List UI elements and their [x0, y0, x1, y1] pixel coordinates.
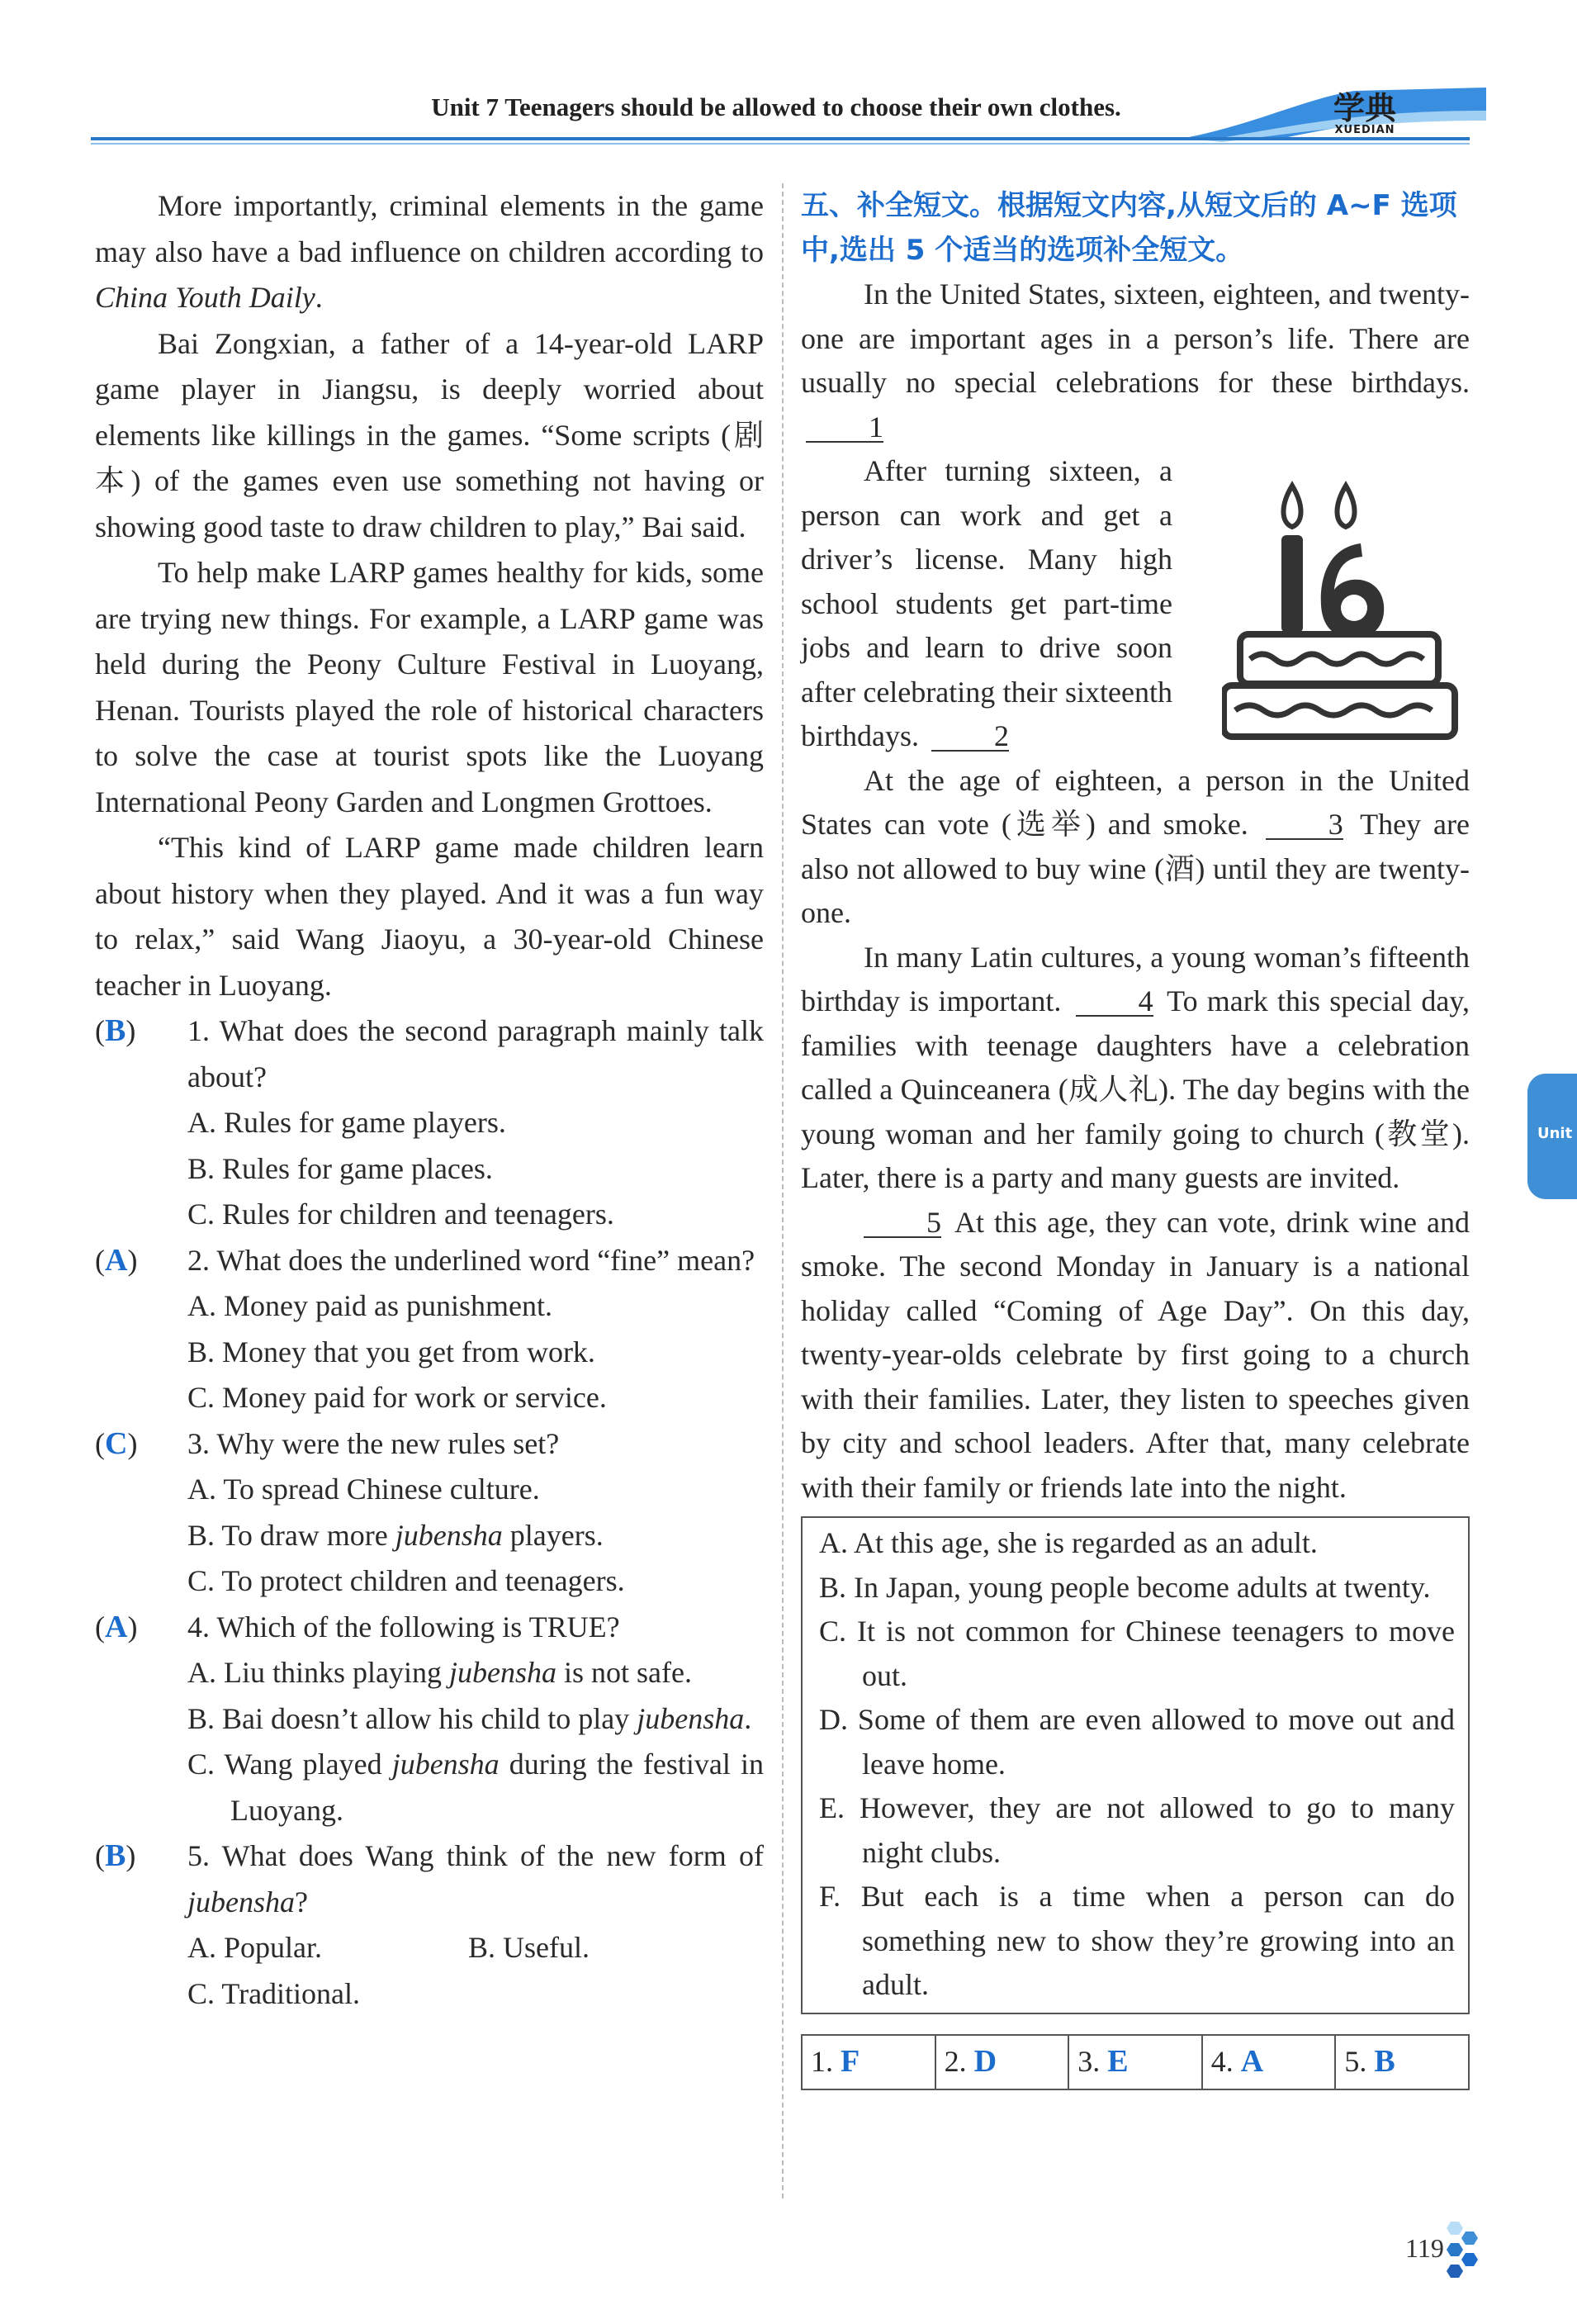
- decorative-hexagons-icon: [1433, 2220, 1482, 2286]
- answer-letter: A: [105, 1242, 128, 1278]
- paragraph: [801, 449, 1172, 759]
- paragraph-text: In many Latin cultures, a young woman’s fifteenth birthday is important.: [801, 940, 1470, 1017]
- page-number: 119: [1405, 2233, 1444, 2263]
- paragraph-text: .: [315, 281, 323, 314]
- option-b: B. In Japan, young people become adults at twenty.: [819, 1570, 1431, 1604]
- option: C. Rules for children and teenagers.: [187, 1198, 614, 1231]
- option-text: .: [744, 1701, 752, 1735]
- question-5: [95, 1833, 764, 1925]
- question-stem: 1. What does the second paragraph mainly talk about?: [187, 1014, 764, 1093]
- answer-letter: C: [105, 1425, 128, 1461]
- option: B. Money that you get from work.: [187, 1335, 595, 1368]
- answer-bracket: (A): [95, 1242, 138, 1278]
- option: [95, 1513, 764, 1559]
- option-text: B. Bai doesn’t allow his child to play: [187, 1701, 637, 1735]
- paragraph-text: After turning sixteen, a person can work and get a driver’s license. Many high school students get part-time jobs and learn to drive soon after celebrating their sixteenth birthdays.: [801, 454, 1172, 752]
- question-stem: 4. Which of the following is TRUE?: [187, 1610, 620, 1643]
- answer-cell: [1068, 2035, 1202, 2089]
- option-text: is not safe.: [556, 1656, 692, 1689]
- question-1: [95, 1008, 764, 1100]
- paragraph: [95, 183, 764, 321]
- option-italic: jubensha: [637, 1701, 745, 1735]
- answer-letter: B: [105, 1838, 126, 1873]
- option-italic: jubensha: [449, 1656, 556, 1689]
- option-text: C. Wang played: [187, 1748, 392, 1781]
- paragraph: [801, 273, 1470, 449]
- answer-bracket: (B): [95, 1013, 136, 1048]
- option: A. Money paid as punishment.: [187, 1289, 552, 1322]
- paragraph-text: To mark this special day, families with teenage daughters have a celebration called a Quinceanera (成人礼). The day begins with the young woman and her family going to church (教堂). Later, there is a party and many guests are invited.: [801, 984, 1470, 1194]
- answer-number: 3.: [1077, 2044, 1101, 2078]
- blank-1: 1: [806, 413, 883, 443]
- option-text: B. To draw more: [187, 1518, 395, 1552]
- answer-bracket: (C): [95, 1425, 138, 1461]
- paragraph-text: More importantly, criminal elements in the game may also have a bad influence on children according to: [95, 189, 764, 268]
- paragraph-text: They are also not allowed to buy wine (酒) until they are twenty-one.: [801, 808, 1470, 929]
- answer-cell: [935, 2035, 1069, 2089]
- question-4: [95, 1605, 764, 1651]
- paragraph: [801, 759, 1470, 936]
- paragraph: To help make LARP games healthy for kids, some are trying new things. For example, a LARP game was held during the Peony Culture Festival in Luoyang, Henan. Tourists played the role of historical characters to solve the case at tourist spots like the Luoyang International Peony Garden and Longmen Grottoes.: [95, 556, 764, 818]
- logo-english: XUEDIAN: [1334, 124, 1395, 136]
- answer-letter: A: [1240, 2043, 1264, 2079]
- question-2: [95, 1238, 764, 1284]
- option-f: F. But each is a time when a person can do something new to show they’re growing into an adult.: [819, 1880, 1455, 2001]
- answer-letter: A: [105, 1609, 128, 1644]
- answer-table: [801, 2034, 1470, 2090]
- option: [95, 1696, 764, 1743]
- answer-number: 5.: [1344, 2044, 1367, 2078]
- option-row: [95, 1925, 764, 1971]
- question-stem: ?: [295, 1885, 308, 1918]
- options-box: [801, 1516, 1470, 2014]
- option-e: E. However, they are not allowed to go to many night clubs.: [819, 1791, 1455, 1869]
- paragraph: Bai Zongxian, a father of a 14-year-old LARP game player in Jiangsu, is deeply worried about elements like killings in the games. “Some scripts (剧本) of the games even use something not having or showing good taste to draw children to play,” Bai said.: [95, 326, 764, 543]
- question-italic: jubensha: [187, 1885, 295, 1918]
- option-italic: jubensha: [391, 1748, 500, 1781]
- option: C. To protect children and teenagers.: [187, 1564, 625, 1597]
- page-header-title: Unit 7 Teenagers should be allowed to choose their own clothes.: [431, 92, 1121, 121]
- paragraph-text: At this age, they can vote, drink wine and smoke. The second Monday in January is a national holiday called “Coming of Age Day”. On this day, twenty-year-olds celebrate by first going to a church with their families. Later, they listen to speeches given by city and school leaders. After that, many celebrate with their family or friends late into the night.: [801, 1205, 1470, 1504]
- header-rule: [91, 137, 1470, 140]
- option-text: A. Liu thinks playing: [187, 1656, 449, 1689]
- blank-2: 2: [931, 722, 1009, 752]
- birthday-cake-icon: [1222, 469, 1461, 742]
- paragraph-text: In the United States, sixteen, eighteen, and twenty-one are important ages in a person’s life. There are usually no special celebrations for these birthdays.: [801, 277, 1470, 399]
- option: B. Useful.: [468, 1931, 590, 1964]
- answer-letter: D: [973, 2043, 997, 2079]
- answer-letter: B: [1374, 2043, 1395, 2079]
- option-italic: jubensha: [395, 1518, 503, 1552]
- option-text: players.: [502, 1518, 604, 1552]
- answer-number: 4.: [1210, 2044, 1234, 2078]
- answer-bracket: (A): [95, 1609, 138, 1644]
- xuedian-logo: [1313, 83, 1417, 142]
- newspaper-name: China Youth Daily: [95, 281, 315, 314]
- logo-chinese: 学典: [1333, 90, 1396, 126]
- option: [95, 1742, 764, 1833]
- question-stem: 2. What does the underlined word “fine” mean?: [187, 1243, 755, 1277]
- option-d: D. Some of them are even allowed to move out and leave home.: [819, 1703, 1455, 1781]
- column-divider: [782, 183, 784, 2198]
- option: B. Rules for game places.: [187, 1151, 493, 1185]
- option: A. Rules for game players.: [187, 1106, 506, 1139]
- answer-number: 1.: [811, 2044, 833, 2078]
- answer-letter: B: [105, 1013, 126, 1048]
- option: C. Traditional.: [187, 1976, 361, 2010]
- header-rule-light: [91, 143, 1470, 145]
- answer-letter: E: [1107, 2043, 1129, 2079]
- option-a: A. At this age, she is regarded as an adult.: [819, 1526, 1318, 1559]
- blank-5: 5: [864, 1208, 941, 1238]
- answer-letter: F: [841, 2043, 860, 2079]
- question-3: [95, 1421, 764, 1468]
- right-column: [801, 183, 1470, 2090]
- answer-cell: [802, 2035, 935, 2089]
- option: [95, 1650, 764, 1696]
- option-c: C. It is not common for Chinese teenagers to move out.: [819, 1615, 1455, 1692]
- answer-cell: [1335, 2035, 1469, 2089]
- answer-cell: [1202, 2035, 1336, 2089]
- paragraph: “This kind of LARP game made children learn about history when they played. And it was a fun way to relax,” said Wang Jiaoyu, a 30-year-old Chinese teacher in Luoyang.: [95, 831, 764, 1002]
- paragraph-text: At the age of eighteen, a person in the United States can vote (选举) and smoke.: [801, 763, 1470, 841]
- section-title: 五、补全短文。根据短文内容,从短文后的 A~F 选项中,选出 5 个适当的选项补全短文。: [801, 189, 1457, 267]
- answer-number: 2.: [944, 2044, 967, 2078]
- blank-4: 4: [1076, 987, 1153, 1017]
- blank-3: 3: [1266, 810, 1343, 840]
- paragraph: [801, 1201, 1470, 1511]
- question-stem: 3. Why were the new rules set?: [187, 1426, 560, 1460]
- answer-bracket: (B): [95, 1838, 136, 1873]
- option: A. To spread Chinese culture.: [187, 1473, 540, 1506]
- option: C. Money paid for work or service.: [187, 1381, 607, 1414]
- option: A. Popular.: [187, 1931, 323, 1964]
- option-text: during the festival in Luoyang.: [230, 1748, 764, 1827]
- unit-side-tab-label: Unit: [1537, 1125, 1573, 1142]
- paragraph: [801, 936, 1470, 1201]
- question-stem: 5. What does Wang think of the new form of: [187, 1839, 764, 1872]
- left-column: [95, 183, 764, 2017]
